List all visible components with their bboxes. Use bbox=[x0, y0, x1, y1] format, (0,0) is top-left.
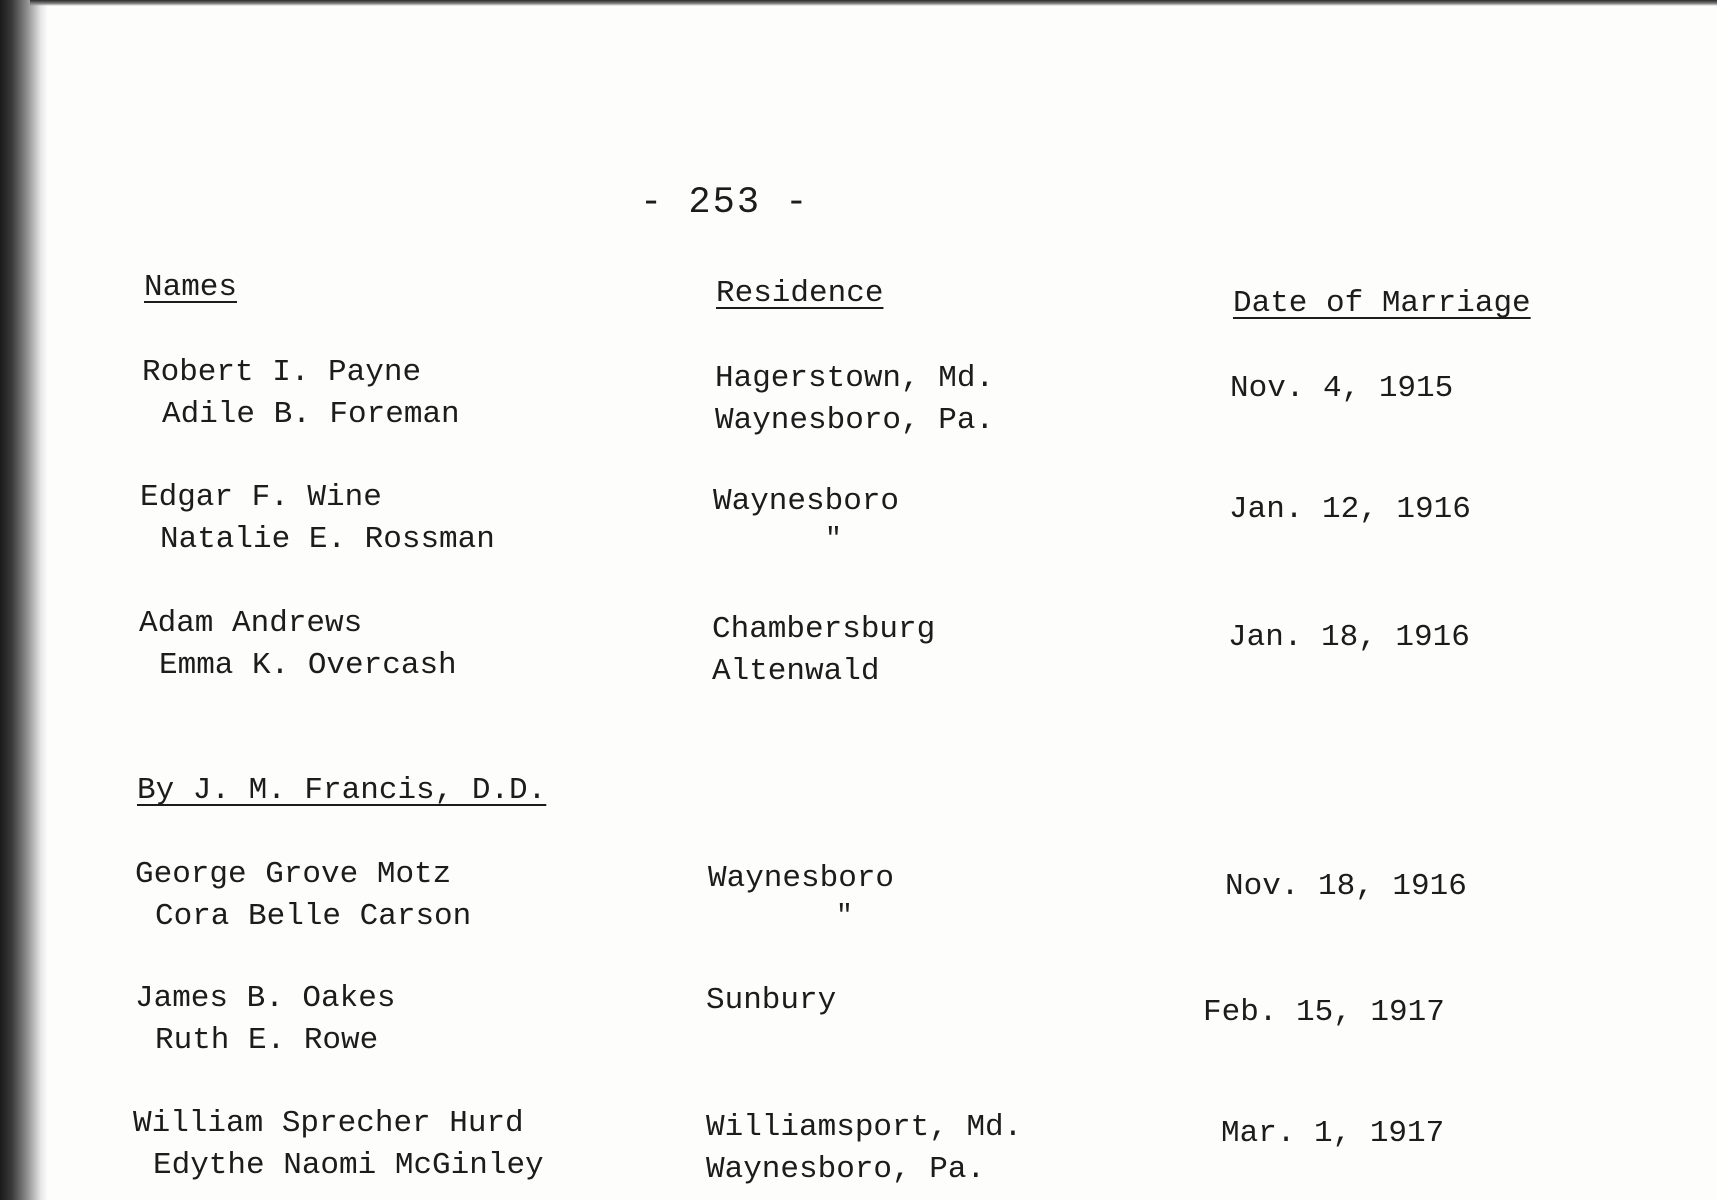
marriage-record bbox=[0, 978, 1717, 1068]
header-date-of-marriage: Date of Marriage bbox=[1233, 286, 1531, 321]
bride-name: Natalie E. Rossman bbox=[160, 522, 495, 557]
page-top-edge bbox=[30, 0, 1717, 6]
residence-line-1: Chambersburg bbox=[712, 612, 936, 647]
groom-name: Edgar F. Wine bbox=[140, 480, 382, 515]
groom-name: George Grove Motz bbox=[135, 857, 452, 892]
residence-line-1: Williamsport, Md. bbox=[706, 1110, 1023, 1145]
residence-line-1: Waynesboro bbox=[713, 484, 900, 519]
header-names: Names bbox=[144, 270, 238, 305]
groom-name: William Sprecher Hurd bbox=[133, 1106, 524, 1141]
names-cell bbox=[142, 352, 460, 436]
marriage-record bbox=[0, 1103, 1717, 1193]
names-cell bbox=[133, 1103, 544, 1187]
residence-cell bbox=[713, 481, 899, 557]
marriage-date: Feb. 15, 1917 bbox=[1203, 995, 1445, 1030]
page-number: - 253 - bbox=[640, 182, 810, 224]
groom-name: Robert I. Payne bbox=[142, 355, 422, 390]
residence-cell bbox=[706, 980, 836, 1022]
officiant-heading: By J. M. Francis, D.D. bbox=[137, 773, 547, 808]
names-cell bbox=[139, 603, 457, 687]
names-cell bbox=[140, 477, 495, 561]
names-cell bbox=[135, 978, 395, 1062]
residence-line-1: Hagerstown, Md. bbox=[715, 361, 995, 396]
marriage-record bbox=[0, 854, 1717, 944]
bride-name: Edythe Naomi McGinley bbox=[153, 1148, 544, 1183]
groom-name: James B. Oakes bbox=[135, 981, 396, 1016]
marriage-record bbox=[0, 477, 1717, 567]
marriage-date: Jan. 18, 1916 bbox=[1228, 620, 1470, 655]
groom-name: Adam Andrews bbox=[139, 606, 363, 641]
marriage-record bbox=[0, 352, 1717, 442]
residence-line-1: Waynesboro bbox=[708, 861, 895, 896]
bride-name: Ruth E. Rowe bbox=[155, 1023, 379, 1058]
residence-cell bbox=[715, 358, 994, 442]
residence-line-2: Waynesboro, Pa. bbox=[715, 403, 995, 438]
residence-cell bbox=[706, 1107, 1022, 1191]
residence-line-2: Altenwald bbox=[712, 654, 880, 689]
bride-name: Emma K. Overcash bbox=[159, 648, 457, 683]
residence-line-1: Sunbury bbox=[706, 983, 837, 1018]
bride-name: Cora Belle Carson bbox=[155, 899, 472, 934]
names-cell bbox=[135, 854, 471, 938]
bride-name: Adile B. Foreman bbox=[162, 397, 460, 432]
header-residence: Residence bbox=[716, 276, 884, 311]
marriage-date: Nov. 4, 1915 bbox=[1230, 371, 1454, 406]
ditto-mark: " bbox=[825, 524, 842, 555]
marriage-date: Mar. 1, 1917 bbox=[1221, 1116, 1445, 1151]
residence-cell bbox=[712, 609, 935, 693]
marriage-record bbox=[0, 603, 1717, 693]
residence-cell bbox=[708, 858, 894, 934]
ditto-mark: " bbox=[836, 901, 853, 932]
marriage-date: Nov. 18, 1916 bbox=[1225, 869, 1467, 904]
marriage-date: Jan. 12, 1916 bbox=[1229, 492, 1471, 527]
residence-line-2: Waynesboro, Pa. bbox=[706, 1152, 986, 1187]
